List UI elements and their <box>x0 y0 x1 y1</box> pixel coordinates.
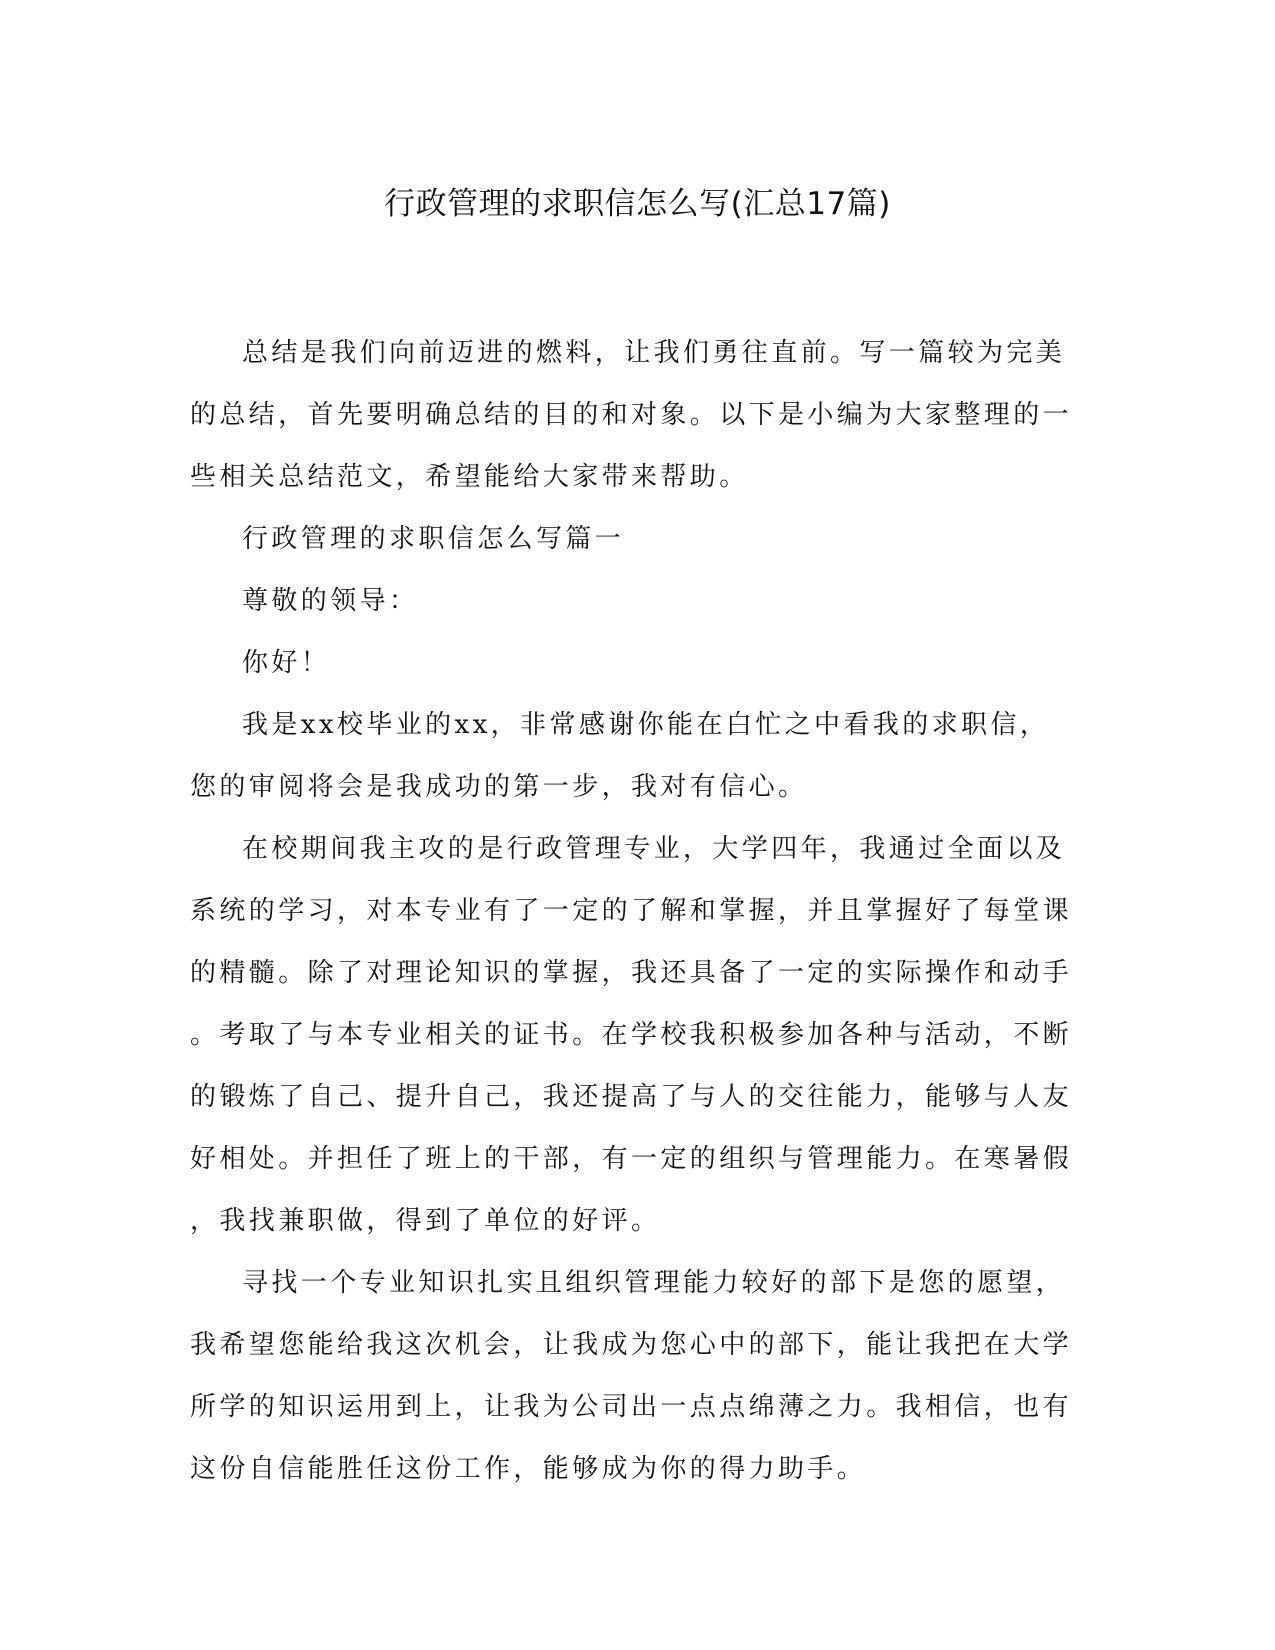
text-line: 系统的学习，对本专业有了一定的了解和掌握，并且掌握好了每堂课 <box>190 896 1073 926</box>
text-line: 我是xx校毕业的xx，非常感谢你能在白忙之中看我的求职信， <box>242 710 1050 740</box>
paragraph-request <box>190 1252 1090 1500</box>
paragraph-intro <box>190 322 1090 508</box>
text-line: 总结是我们向前迈进的燃料，让我们勇往直前。写一篇较为完美 <box>242 338 1066 368</box>
text-line: 的精髓。除了对理论知识的掌握，我还具备了一定的实际操作和动手 <box>190 958 1073 988</box>
text-line: 行政管理的求职信怎么写篇一 <box>242 524 625 554</box>
salutation <box>190 570 1090 632</box>
text-line: 这份自信能胜任这份工作，能够成为你的得力助手。 <box>190 1454 867 1484</box>
greeting <box>190 632 1090 694</box>
document-title: 行政管理的求职信怎么写(汇总17篇) <box>384 186 891 222</box>
text-line: ，我找兼职做，得到了单位的好评。 <box>190 1206 661 1236</box>
paragraph-self-intro <box>190 694 1090 818</box>
text-line: 的锻炼了自己、提升自己，我还提高了与人的交往能力，能够与人友 <box>190 1082 1073 1112</box>
text-line: 的总结，首先要明确总结的目的和对象。以下是小编为大家整理的一 <box>190 400 1073 430</box>
text-line: 寻找一个专业知识扎实且组织管理能力较好的部下是您的愿望， <box>242 1268 1066 1298</box>
document-body <box>190 322 1090 1500</box>
text-line: 所学的知识运用到上，让我为公司出一点点绵薄之力。我相信，也有 <box>190 1392 1073 1422</box>
text-line: 些相关总结范文，希望能给大家带来帮助。 <box>190 462 749 492</box>
text-line: 好相处。并担任了班上的干部，有一定的组织与管理能力。在寒暑假 <box>190 1144 1073 1174</box>
text-line: 。考取了与本专业相关的证书。在学校我积极参加各种与活动，不断 <box>190 1020 1073 1050</box>
text-line: 你好！ <box>242 648 331 678</box>
section-heading <box>190 508 1090 570</box>
text-line: 您的审阅将会是我成功的第一步，我对有信心。 <box>190 772 808 802</box>
paragraph-education <box>190 818 1090 1252</box>
text-line: 在校期间我主攻的是行政管理专业，大学四年，我通过全面以及 <box>242 834 1066 864</box>
text-line: 尊敬的领导： <box>242 586 419 616</box>
text-line: 我希望您能给我这次机会，让我成为您心中的部下，能让我把在大学 <box>190 1330 1073 1360</box>
